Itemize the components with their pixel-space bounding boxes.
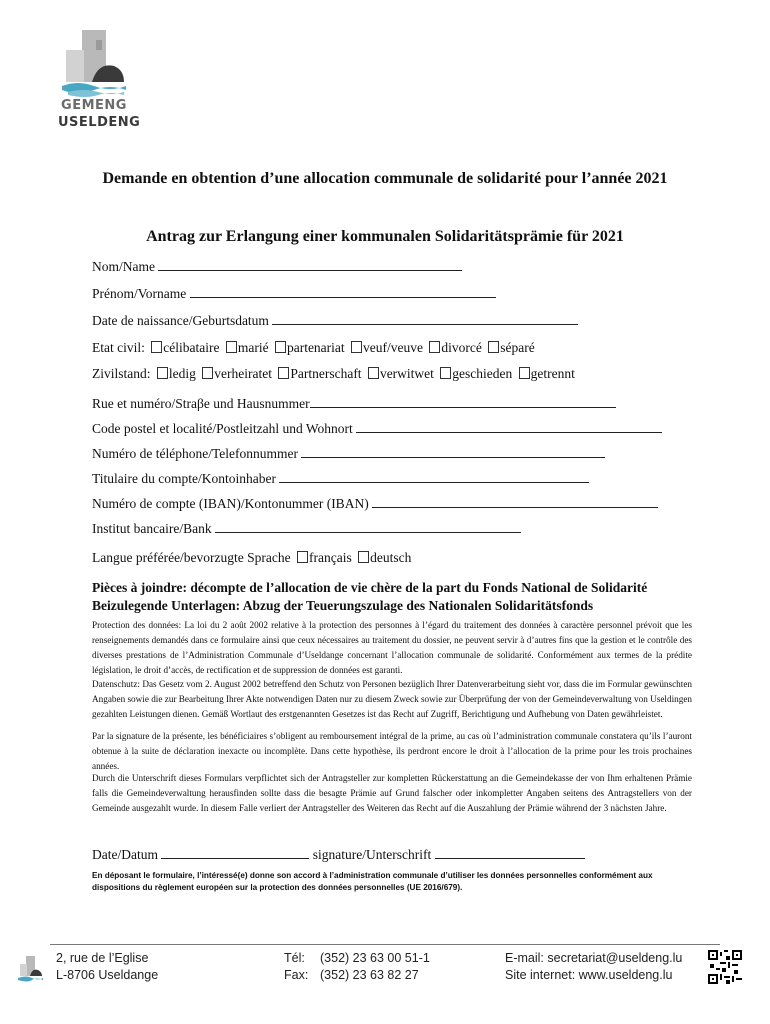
checkbox-geschieden[interactable]	[440, 367, 451, 379]
option-label: verwitwet	[379, 366, 434, 381]
field-label: Numéro de téléphone/Telefonnummer	[92, 446, 298, 461]
signature-label: signature/Unterschrift	[312, 847, 432, 862]
date-label: Date/Datum	[92, 847, 158, 862]
footer-phone	[284, 950, 430, 984]
address-line-2: L-8706 Useldange	[56, 968, 159, 982]
titulaire-input-line[interactable]	[279, 470, 589, 483]
tel-label: Tél:	[284, 951, 305, 965]
signature-input-line[interactable]	[435, 846, 585, 859]
field-label: Titulaire du compte/Kontoinhaber	[92, 471, 276, 486]
consent-notice: En déposant le formulaire, l’intéressé(e) donne son accord à l’administration communale d’utiliser les données personnelles conformément aux dispositions du règlement européen sur la protection des données personnelles (UE 2016/679).	[92, 871, 653, 892]
checkbox-francais[interactable]	[297, 551, 308, 563]
field-label: Numéro de compte (IBAN)/Kontonummer (IBAN)	[92, 496, 369, 511]
option-label: marié	[237, 340, 269, 355]
naissance-input-line[interactable]	[272, 312, 578, 325]
logo-text-gemeng: GEMENG	[61, 98, 127, 113]
field-iban	[92, 495, 658, 512]
pieces-a-joindre	[92, 579, 692, 615]
checkbox-divorce[interactable]	[429, 341, 440, 353]
option-label: célibataire	[163, 340, 220, 355]
option-label: Partnerschaft	[290, 366, 362, 381]
checkbox-celibataire[interactable]	[151, 341, 162, 353]
document-title-de: Antrag zur Erlangung einer kommunalen Solidaritätsprämie für 2021	[146, 228, 624, 245]
document-title-fr: Demande en obtention d’une allocation communale de solidarité pour l’année 2021	[102, 170, 668, 187]
iban-input-line[interactable]	[372, 495, 658, 508]
signature-row	[92, 846, 585, 863]
field-banque	[92, 520, 521, 537]
field-code-postal	[92, 420, 662, 437]
field-prenom	[92, 285, 496, 302]
etat-civil-label: Etat civil:	[92, 340, 145, 355]
address-line-1: 2, rue de l’Eglise	[56, 951, 149, 965]
checkbox-deutsch[interactable]	[358, 551, 369, 563]
rue-input-line[interactable]	[310, 395, 616, 408]
field-rue	[92, 395, 616, 412]
field-nom	[92, 258, 462, 275]
pieces-fr: Pièces à joindre: décompte de l’allocation de vie chère de la part du Fonds National de Solidarité	[92, 580, 648, 595]
checkbox-separe[interactable]	[488, 341, 499, 353]
date-input-line[interactable]	[161, 846, 309, 859]
checkbox-verwitwet[interactable]	[368, 367, 379, 379]
option-label: partenariat	[286, 340, 345, 355]
checkbox-veuf[interactable]	[351, 341, 362, 353]
paragraph-protection-donnees: Protection des données: La loi du 2 août 2002 relative à la protection des personnes à l’égard du traitement des données à caractère personnel prévoit que les renseignements demandés dans ce formulaire ainsi que ceux nécessaires au traitement du dossier, ne peuvent servir à d’autres fins que la gestion et le contrôle des diverses prestations de l’Administration Communale d’Useldange concernant l’allocation communale de solidarité. Conformément aux termes de la prédite législation, le droit d’accès, de rectification et de suppression de données est garanti.	[92, 620, 692, 675]
langue-label: Langue préférée/bevorzugte Sprache	[92, 550, 291, 565]
paragraph-unterschrift-de: Durch die Unterschrift dieses Formulars verpflichtet sich der Antragsteller zur kompletten Rückerstattung an die Gemeindekasse der von Ihm erhaltenen Prämie falls die Gemeindeverwaltung herausfinden sollte dass die besagte Prämie auf Grund falscher oder inkompletter Angaben seitens des Antragstellers von der Gemeinde ausgezahlt wurde. In diesem Falle verliert der Antragsteller des Weiteren das Recht auf die Auszahlung der Prämie während der 3 nächsten Jahre.	[92, 773, 692, 813]
zivilstand-label: Zivilstand:	[92, 366, 151, 381]
option-label: deutsch	[370, 550, 412, 565]
field-titulaire	[92, 470, 589, 487]
option-label: getrennt	[530, 366, 575, 381]
field-label: Date de naissance/Geburtsdatum	[92, 313, 269, 328]
etat-civil-row	[92, 340, 535, 356]
checkbox-getrennt[interactable]	[519, 367, 530, 379]
field-label: Rue et numéro/Straβe und Hausnummer	[92, 396, 310, 411]
field-label: Nom/Name	[92, 259, 155, 274]
option-label: divorcé	[441, 340, 482, 355]
option-label: séparé	[500, 340, 535, 355]
option-label: verheiratet	[214, 366, 272, 381]
prenom-input-line[interactable]	[190, 285, 496, 298]
castle-tower-icon	[16, 954, 44, 998]
website-link[interactable]: Site internet: www.useldeng.lu	[505, 968, 673, 982]
langue-row	[92, 550, 411, 566]
logo-text-useldeng: USELDENG	[58, 115, 141, 130]
option-label: français	[309, 550, 352, 565]
field-telephone	[92, 445, 605, 462]
zivilstand-row	[92, 366, 575, 382]
footer-contact	[505, 950, 682, 984]
telephone-input-line[interactable]	[301, 445, 605, 458]
option-label: ledig	[168, 366, 196, 381]
castle-tower-icon	[58, 26, 130, 98]
email-link[interactable]: E-mail: secretariat@useldeng.lu	[505, 951, 683, 965]
checkbox-marie[interactable]	[226, 341, 237, 353]
paragraph-datenschutz: Datenschutz: Das Gesetz vom 2. August 2002 betreffend den Schutz von Personen bezüglich Ihrer Datenverarbeitung sieht vor, dass die im Formular gewünschten Angaben sowie die zur Bearbeitung Ihrer Akte notwendigen Daten nur zu diesem Zweck sowie zur Überprüfung der von der Gemeindeverwaltung von Useldingen gezahlten Leistungen dienen. Gemäß Wortlaut des erstgenannten Gesetzes ist das Recht auf Zugriff, Berichtigung und Aufhebung von Daten gewährleistet.	[92, 679, 692, 719]
checkbox-partnerschaft[interactable]	[278, 367, 289, 379]
qr-code-icon	[708, 950, 742, 984]
option-label: geschieden	[452, 366, 513, 381]
field-label: Prénom/Vorname	[92, 286, 187, 301]
code-postal-input-line[interactable]	[356, 420, 662, 433]
fax-value: (352) 23 63 82 27	[320, 968, 419, 982]
field-naissance	[92, 312, 578, 329]
paragraph-signature-fr: Par la signature de la présente, les bénéficiaires s’obligent au remboursement intégral de la prime, au cas où l’administration communale constatera qu’ils l’auront obtenue à la suite de déclaration inexacte ou incomplète. Dans cette hypothèse, ils perdront encore le droit à l’allocation de la prime pour les trois prochaines années.	[92, 731, 692, 771]
option-label: veuf/veuve	[363, 340, 424, 355]
banque-input-line[interactable]	[215, 520, 521, 533]
checkbox-ledig[interactable]	[157, 367, 168, 379]
footer-divider	[50, 944, 720, 945]
footer-logo	[16, 954, 44, 998]
pieces-de: Beizulegende Unterlagen: Abzug der Teuerungszulage des Nationalen Solidaritätsfonds	[92, 598, 594, 613]
fax-label: Fax:	[284, 968, 309, 982]
field-label: Institut bancaire/Bank	[92, 521, 212, 536]
checkbox-partenariat[interactable]	[275, 341, 286, 353]
field-label: Code postel et localité/Postleitzahl und Wohnort	[92, 421, 353, 436]
footer-address	[56, 950, 158, 984]
tel-value: (352) 23 63 00 51-1	[320, 951, 430, 965]
checkbox-verheiratet[interactable]	[202, 367, 213, 379]
gemeng-useldeng-logo	[58, 26, 141, 134]
nom-input-line[interactable]	[158, 258, 462, 271]
